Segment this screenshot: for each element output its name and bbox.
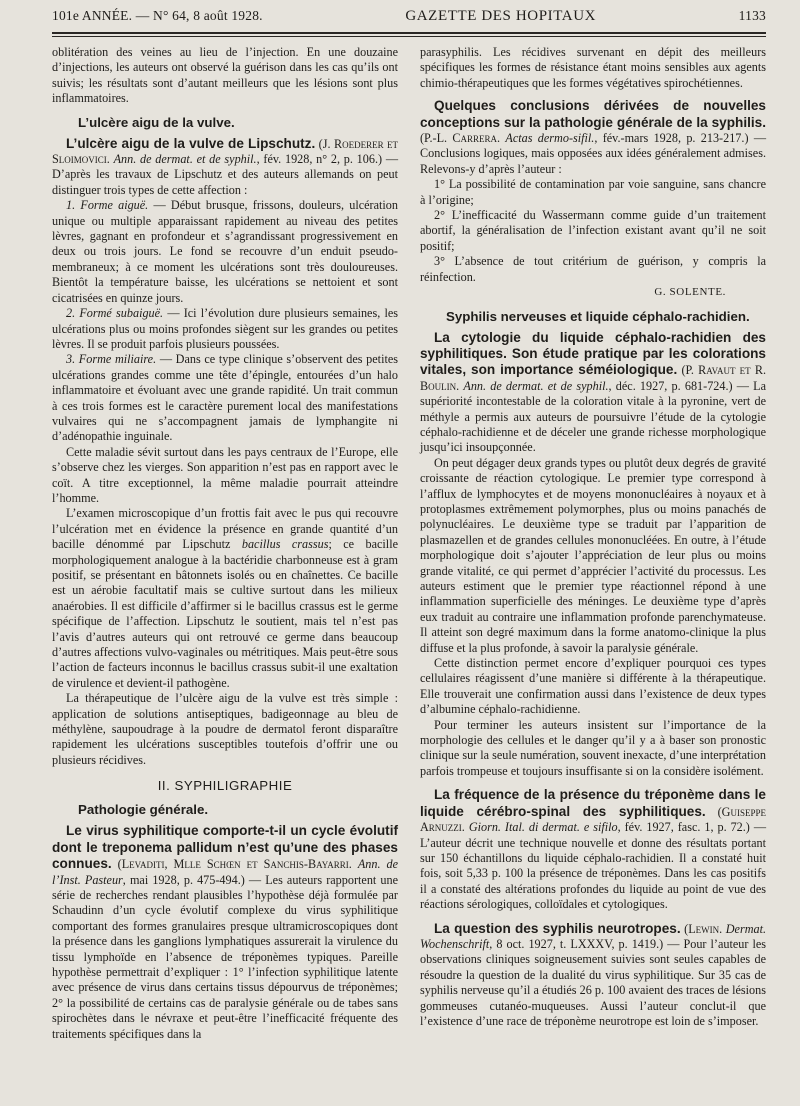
text: ; ce bacille morphologiquement analogue à la bactéridie charbonneuse est à gram positif, se présentant en bâtonnets isolés ou en chaînettes. Ce bacille est un aérobie facultatif mais se cultive surtout dans les milieux anaérobies. Il est difficile d’affirmer si le bacillus crassus est le germe spécifique de l’affection. Lipschutz le soutient, mais tel n’est pas l’avis d’autres auteurs qui ont retrouvé ce germe dans beaucoup d’autres affections vulvo-vaginales ou métritiques. Mais peut-être sous l’action de facteurs inconnus le bacillus crassus subit-il une exaltation de virulence et devient-il pathogène.: [52, 537, 398, 690]
article-title: La cytologie du liquide céphalo-rachidien des syphilitiques. Son étude pratique par les colorations vitales, son importance séméiologique.: [420, 329, 766, 378]
article-authors: (Guiseppe Arnuzzi.: [420, 804, 766, 835]
paragraph: On peut dégager deux grands types ou plutôt deux degrés de gravité croissante de réaction cytologique. Le premier type correspond à l’afflux de lymphocytes et de moyens mononucléaires à noyaux et à protoplasmes extrêmement polymorphes, plus ou moins panachés de polynucléaires. Le deuxième type se traduit par l’apparition de plasmazellen et de grandes cellules mononucléées. En outre, à l’étude morphologique doit s’ajouter l’appréciation de leur plus ou moins grande vitalité, ce qui permet d’apprécier l’activité du processus. Les auteurs estiment que le premier type réactionnel répond à une inflammation superficielle des méninges. Le deuxième type d’après eux traduit au contraire une inflammation profonde parenchymateuse. Il atteint son degré maximum dans la forme anatomo-clinique la plus diffuse et la plus profonde, à savoir la paralysie générale.: [420, 455, 766, 655]
section-heading: L’ulcère aigu de la vulve.: [78, 114, 235, 130]
article-ref: , fév. 1928, n° 2, p. 106.): [256, 152, 383, 167]
article-ref: , 8 oct. 1927, t. LXXXV, p. 1419.): [489, 936, 664, 951]
article-text: — Les auteurs rapportent une série de recherches rendant plausibles l’hypothèse déjà formulée par Schaudinn d’un cycle évolutif complexe du virus syphilitique comportant des formes granulaires presque ultramicroscopiques dont la présence dans les ganglions lymphatiques assurerait la virulence du tissu lymphoïde en l’absence de tréponèmes typiques. Pareille hypothèse permettrait d’expliquer : 1° l’infection syphilitique latente avec présence de virus dans certains tissus dépourvus de tréponèmes; 2° la possibilité de certains cas de paralysie générale ou de tabes sans spirochètes dans le névraxe et peut-être l’inefficacité fréquente des traitements spécifiques dans la: [52, 872, 398, 1041]
running-header: [52, 8, 766, 30]
article-ref: , mai 1928, p. 475-494.): [122, 872, 245, 887]
section-heading: Syphilis nerveuses et liquide céphalo-rachidien.: [446, 308, 750, 324]
two-columns: [52, 45, 766, 1042]
article-ref: , fév.-mars 1928, p. 213-217.): [594, 131, 749, 146]
article-journal: Ann. de dermat. et de syphil.: [113, 152, 257, 167]
article-title: La fréquence de la présence du tréponème dans le liquide cérébro-spinal des syphilitiques.: [420, 787, 766, 819]
article-journal: Dermat. Wochenschrift: [420, 921, 767, 951]
paragraph-forme-2: [52, 306, 398, 352]
article-journal: Ann. de dermat. et de syphil.: [463, 378, 609, 393]
article-text: — Pour l’auteur les observations cliniques soigneusement suivies sont seules capables de résoudre la question de la dualité du virus syphilitique. Sur 35 cas de syphilis nerveuse qu’il a étudiés 26 p. 100 avaient des traces de lésions gommeuses cutanéo-muqueuses. Aussi l’auteur conclut-il que l’existence d’une race de tréponème neurotrope est loin de s’imposer.: [420, 936, 766, 1028]
article-title: La question des syphilis neurotropes.: [434, 920, 681, 936]
article-text: — L’auteur décrit une technique nouvelle et donne des résultats portant sur 150 échantillons du liquide céphalo-rachidien. Il a constaté huit fois, soit 5,33 p. 100 la présence de tréponèmes. Dans les cas positifs il a constaté des altérations profondes du liquide au point de vue des réactions sérologiques, colloïdales et cytologiques.: [420, 820, 767, 912]
paragraph: Pour terminer les auteurs insistent sur l’importance de la morphologie des cellules et le danger qu’il y a à baser son pronostic clinique sur la seule numération, souvent inexacte, d’une interprétation parfois trompeuse et toujours insuffisante si on la considère isolément.: [420, 717, 766, 778]
forme-label: 3. Forme miliaire.: [66, 352, 157, 367]
page-number: 1133: [738, 8, 766, 23]
paragraph-forme-3: [52, 352, 398, 444]
article-ulcere: L’ulcère aigu de la vulve de Lipschutz. (J. Roederer et Sloimovici. Ann. de dermat. et de syphil., fév. 1928, n° 2, p. 106.) — D’après les travaux de Lipschutz et des auteurs allemands on peut distinguer trois types de cette affection :: [52, 135, 399, 197]
paragraph: oblitération des veines au lieu de l’injection. En une douzaine d’injections, les auteurs ont observé la guérison dans les cas qu’ils ont suivis; les résultats sont d’autant meilleurs que les lésions sont plus inflammatoires.: [52, 45, 398, 106]
article-ref: , déc. 1927, p. 681-724.): [608, 378, 733, 393]
article-authors: J. Roederer et Sloimovici.: [52, 136, 398, 167]
part-heading: II. SYPHILIGRAPHIE: [157, 778, 293, 794]
article-journal: Actas dermo-sifil.: [505, 131, 595, 146]
paragraph-examen: [52, 506, 398, 691]
article-title: Quelques conclusions dérivées de nouvelles conceptions sur la pathologie générale de la syphilis.: [420, 98, 766, 130]
paragraph: La thérapeutique de l’ulcère aigu de la vulve est très simple : application de solutions antiseptiques, badigeonnage au bleu de méthylène, saupoudrage à la poudre de dermatol feront disparaître rapidement les ulcérations susceptibles toutefois d’offrir une ou plusieurs récidives.: [52, 691, 398, 767]
forme-text: — Ici l’évolution dure plusieurs semaines, les ulcérations plus ou moins profondes siègent sur les grandes ou petites lèvres. Il se produit parfois plusieurs poussées.: [52, 306, 398, 351]
list-item: 3° L’absence de tout critérium de guérison, y compris la réinfection.: [420, 254, 766, 284]
article-virus: [52, 823, 398, 1042]
article-authors: (P. Ravaut et R. Boulin.: [420, 363, 766, 393]
forme-label: 1. Forme aiguë.: [66, 198, 149, 213]
list-item: 1° La possibilité de contamination par voie sanguine, sans chancre à l’origine;: [420, 177, 766, 207]
article-frequence: [420, 787, 766, 912]
article-ref: , fév. 1927, fasc. 1, p. 72.): [617, 820, 750, 835]
paragraph: parasyphilis. Les récidives survenant en dépit des meilleurs spécifiques les formes de résistance étant moins sensibles aux agents chimio-thérapeutiques que les formes végétatives spirochétiennes.: [420, 45, 766, 90]
signature: G. SOLENTE.: [654, 286, 726, 299]
article-neurotropes: [420, 921, 766, 1030]
article-journal: Ann. de l’Inst. Pasteur: [52, 857, 399, 887]
left-column: [52, 45, 398, 1042]
forme-label: 2. Formé subaiguë.: [66, 306, 164, 321]
paragraph: Cette maladie sévit surtout dans les pays centraux de l’Europe, elle s’observe chez les vierges. Son apparition n’est pas en rapport avec le coït. A titre exceptionnel, la même maladie pourrait atteindre l’homme.: [52, 444, 398, 505]
article-cytologie: [420, 330, 766, 456]
journal-title: GAZETTE DES HOPITAUX: [405, 8, 597, 24]
article-conclusions: [420, 98, 766, 177]
forme-text: — Début brusque, frissons, douleurs, ulcération unique ou multiple apparaissant rapidement au niveau des petites lèvres, gagnant en profondeur et s’agrandissant progressivement en deux ou trois jours. Le fond se recouvre d’un enduit pseudo-membraneux; à ce moment les ulcérations sont très douloureuses. Bientôt la température baisse, les ulcérations se nettoient et sont cicatrisées en quinze jours.: [52, 198, 398, 305]
article-authors: (Levaditi, Mlle Schœn et Sanchis-Bayarri.: [117, 857, 352, 872]
paragraph-forme-1: [52, 198, 398, 306]
article-authors: (P.-L. Carrera.: [420, 131, 501, 146]
text: L’examen microscopique d’un frottis fait avec le pus qui recouvre l’ulcération met en évidence la présence en grande quantité d’un bacille dénommé par Lipschutz: [52, 506, 398, 552]
bacillus-name: bacillus crassus: [241, 537, 329, 552]
article-title: Le virus syphilitique comporte-t-il un cycle évolutif dont le treponema pallidum n’est qu’une des phases connues.: [52, 823, 398, 872]
article-text: — D’après les travaux de Lipschutz et des auteurs allemands on peut distinguer trois types de cette affection :: [52, 152, 399, 197]
list-item: 2° L’inefficacité du Wassermann comme guide d’un traitement abortif, la généralisation de l’infection existant avant qu’il ne soit positif;: [420, 208, 766, 253]
article-title: L’ulcère aigu de la vulve de Lipschutz.: [66, 135, 316, 151]
forme-text: — Dans ce type clinique s’observent des petites ulcérations grandes comme une tête d’épingle, entourées d’un halo inflammatoire et évoluant avec une grande rapidité. Un trait commun à ces trois formes est le caractère purement local des manifestations vulvaires qui ne s’accompagnent jamais de lymphangite ni d’adénopathie inguinale.: [52, 352, 398, 444]
article-text: — Conclusions logiques, mais opposées aux idées généralement admises. Relevons-y d’après l’auteur :: [420, 131, 767, 176]
article-text: — La supériorité incontestable de la coloration vitale à la pyronine, vert de méthyle a permis aux auteurs de poursuivre l’étude de la cytologie céphalo-rachidienne et de déceler une grande richesse morphologique jusqu’ici insoupçonnée.: [420, 378, 767, 455]
article-journal: Giorn. Ital. di dermat. e sifilo: [468, 820, 618, 835]
paragraph: Cette distinction permet encore d’expliquer pourquoi ces types cellulaires réagissent d’une manière si différente à la thérapeutique. Elle trouverait une confirmation aussi dans l’existence de deux types d’albumine céphalo-rachidienne.: [420, 656, 766, 717]
header-rule: [52, 32, 766, 34]
issue-line: 101e ANNÉE. — N° 64, 8 août 1928.: [52, 8, 263, 23]
header-rule-thin: [52, 36, 766, 37]
right-column: [420, 45, 766, 1042]
section-heading: Pathologie générale.: [78, 802, 209, 818]
article-authors: (Lewin.: [684, 921, 723, 936]
